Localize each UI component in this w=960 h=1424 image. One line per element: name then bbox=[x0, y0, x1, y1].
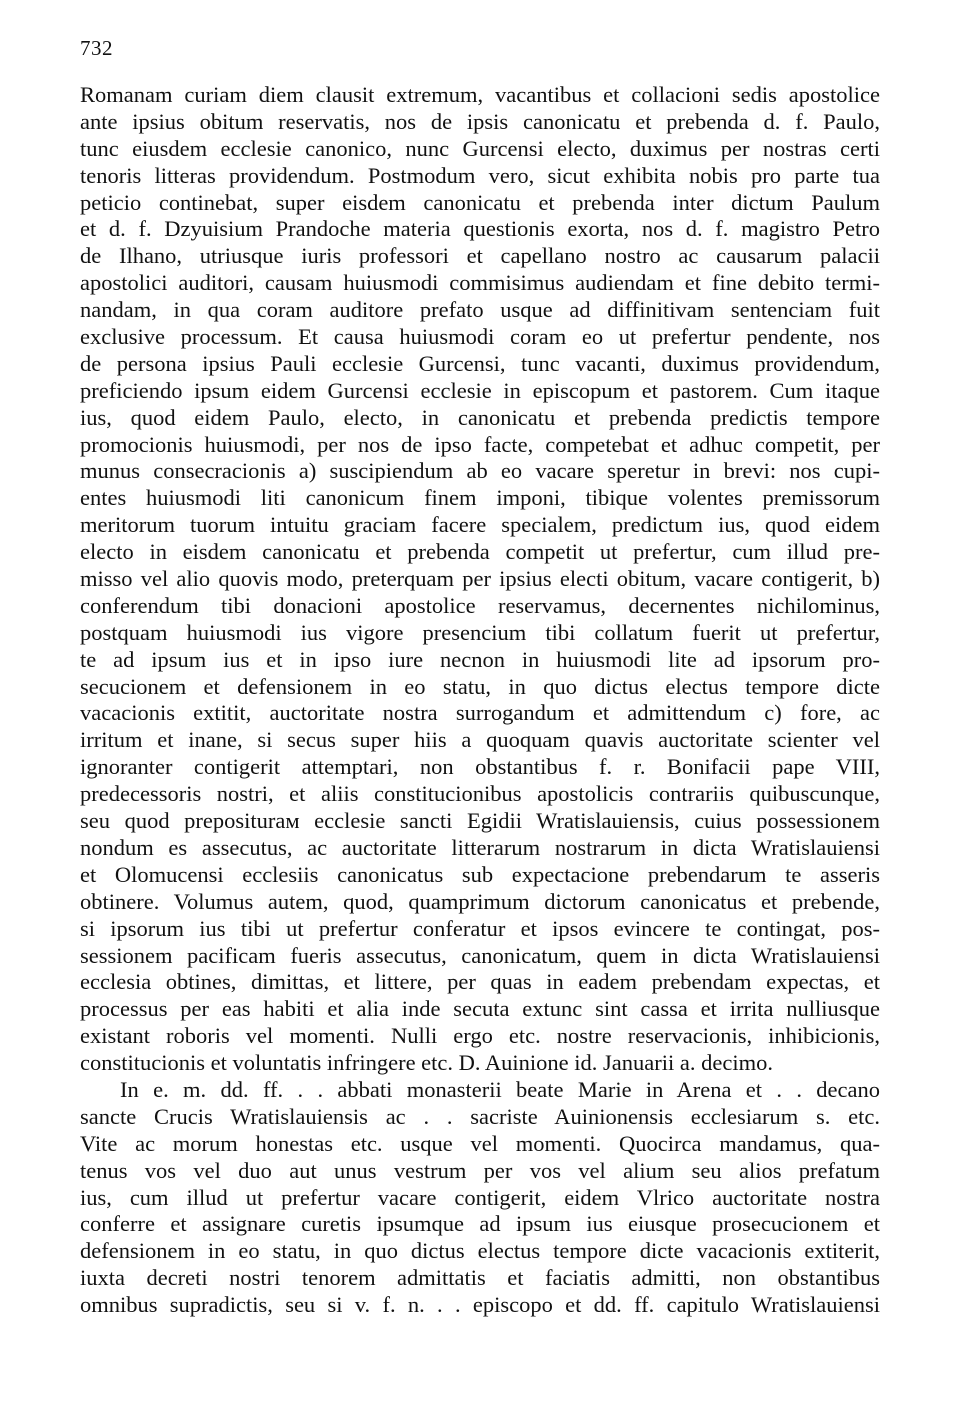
text-line: seu quod prepositurам ecclesie sancti Egidii Wratislauiensis, cuius possessionem bbox=[80, 808, 880, 834]
text-line: irritum et inane, si secus super hiis a quoquam quavis auctoritate scienter vel bbox=[80, 727, 880, 753]
text-line: Vite ac morum honestas etc. usque vel momenti. Quocirca mandamus, qua- bbox=[80, 1130, 880, 1156]
text-line: exclusive processum. Et causa huiusmodi coram eo ut prefertur pendente, nos bbox=[80, 324, 880, 350]
text-line: ecclesia obtines, dimittas, et littere, per quas in eadem prebendam expectas, et bbox=[80, 969, 880, 995]
text-line: de persona ipsius Pauli ecclesie Gurcensi, tunc vacanti, duximus providendum, bbox=[80, 350, 880, 376]
text-line: ius, quod eidem Paulo, electo, in canonicatu et prebenda predictis tempore bbox=[80, 404, 880, 430]
text-line: secucionem et defensionem in eo statu, in quo dictus electus tempore dicte bbox=[80, 673, 880, 699]
text-line: postquam huiusmodi ius vigore presencium tibi collatum fuerit ut prefertur, bbox=[80, 619, 880, 645]
text-line: conferendum tibi donacioni apostolice reservamus, decernentes nichilominus, bbox=[80, 592, 880, 618]
text-line: electo in eisdem canonicatu et prebenda competit ut prefertur, cum illud pre- bbox=[80, 539, 880, 565]
text-line: et Olomucensi ecclesiis canonicatus sub expectacione prebendarum te asseris bbox=[80, 861, 880, 887]
text-line: obtinere. Volumus autem, quod, quamprimum dictorum canonicatus et prebende, bbox=[80, 888, 880, 914]
text-line: tenoris litteras providendum. Postmodum vero, sicut exhibita nobis pro parte tua bbox=[80, 162, 880, 188]
text-line: entes huiusmodi liti canonicum finem imponi, tibique volentes premissorum bbox=[80, 485, 880, 511]
text-line: vacacionis extitit, auctoritate nostra surrogandum et admittendum c) fore, ac bbox=[80, 700, 880, 726]
text-line: iuxta decreti nostri tenorem admittatis et faciatis admitti, non obstantibus bbox=[80, 1265, 880, 1291]
text-line: promocionis huiusmodi, per nos de ipso facte, competebat et adhuc competit, per bbox=[80, 431, 880, 457]
text-line: nondum es assecutus, ac auctoritate litterarum nostrarum in dicta Wratislauiensi bbox=[80, 834, 880, 860]
text-line: munus consecracionis a) suscipiendum ab eo vacare speretur in brevi: nos cupi- bbox=[80, 458, 880, 484]
text-line: omnibus supradictis, seu si v. f. n. . . episcopo et dd. ff. capitulo Wratislauiensi bbox=[80, 1292, 880, 1318]
text-line: processus per eas habiti et alia inde secuta extunc sint cassa et irrita nulliusque bbox=[80, 996, 880, 1022]
text-line: et d. f. Dzyuisium Prandoche materia questionis exorta, nos d. f. magistro Petro bbox=[80, 216, 880, 242]
text-line: defensionem in eo statu, in quo dictus electus tempore dicte vacacionis extiterit, bbox=[80, 1238, 880, 1264]
page-number: 732 bbox=[80, 36, 113, 60]
text-line: predecessoris nostri, et aliis constitucionibus apostolicis contrariis quibuscunque, bbox=[80, 781, 880, 807]
text-line: existant roboris vel momenti. Nulli ergo etc. nostre reservacionis, inhibicionis, bbox=[80, 1023, 880, 1049]
text-line: apostolici auditori, causam huiusmodi commisimus audiendam et fine debito termi- bbox=[80, 270, 880, 296]
body-text bbox=[80, 82, 880, 1319]
text-line: Romanam curiam diem clausit extremum, vacantibus et collacioni sedis apostolice bbox=[80, 82, 880, 107]
text-line: peticio continebat, super eisdem canonicatu et prebenda inter dictum Paulum bbox=[80, 189, 880, 215]
text-line: ante ipsius obitum reservatis, nos de ipsis canonicatu et prebenda d. f. Paulo, bbox=[80, 108, 880, 134]
text-line: sessionem pacificam fueris assecutus, canonicatum, quem in dicta Wratislauiensi bbox=[80, 942, 880, 968]
text-line: In e. m. dd. ff. . . abbati monasterii beate Marie in Arena et . . decano bbox=[120, 1076, 880, 1102]
text-line: ignoranter contigerit attemptari, non obstantibus f. r. Bonifacii pape VIII, bbox=[80, 754, 880, 780]
text-line: si ipsorum ius tibi ut prefertur conferatur et ipsos evincere te contingat, pos- bbox=[80, 915, 880, 941]
text-line: tunc eiusdem ecclesie canonico, nunc Gurcensi electo, duximus per nostras certi bbox=[80, 135, 880, 161]
text-line: sancte Crucis Wratislauiensis ac . . sacriste Auinionensis ecclesiarum s. etc. bbox=[80, 1103, 880, 1129]
text-line: ius, cum illud ut prefertur vacare contigerit, eidem Vlrico auctoritate nostra bbox=[80, 1184, 880, 1210]
text-line: de Ilhano, utriusque iuris professori et capellano nostro ac causarum palacii bbox=[80, 243, 880, 269]
text-line: nandam, in qua coram auditore prefato usque ad diffinitivam sentenciam fuit bbox=[80, 297, 880, 323]
text-line: constitucionis et voluntatis infringere etc. D. Auinione id. Januarii a. decimo. bbox=[80, 1050, 773, 1076]
text-line: tenus vos vel duo aut unus vestrum per vos vel alium seu alios prefatum bbox=[80, 1157, 880, 1183]
text-line: misso vel alio quovis modo, preterquam per ipsius electi obitum, vacare contigerit, b) bbox=[80, 566, 880, 592]
text-line: preficiendo ipsum eidem Gurcensi ecclesie in episcopum et pastorem. Cum itaque bbox=[80, 377, 880, 403]
text-line: meritorum tuorum intuitu graciam facere specialem, predictum ius, quod eidem bbox=[80, 512, 880, 538]
text-line: conferre et assignare curetis ipsumque ad ipsum ius eiusque prosecucionem et bbox=[80, 1211, 880, 1237]
text-line: te ad ipsum ius et in ipso iure necnon in huiusmodi lite ad ipsorum pro- bbox=[80, 646, 880, 672]
